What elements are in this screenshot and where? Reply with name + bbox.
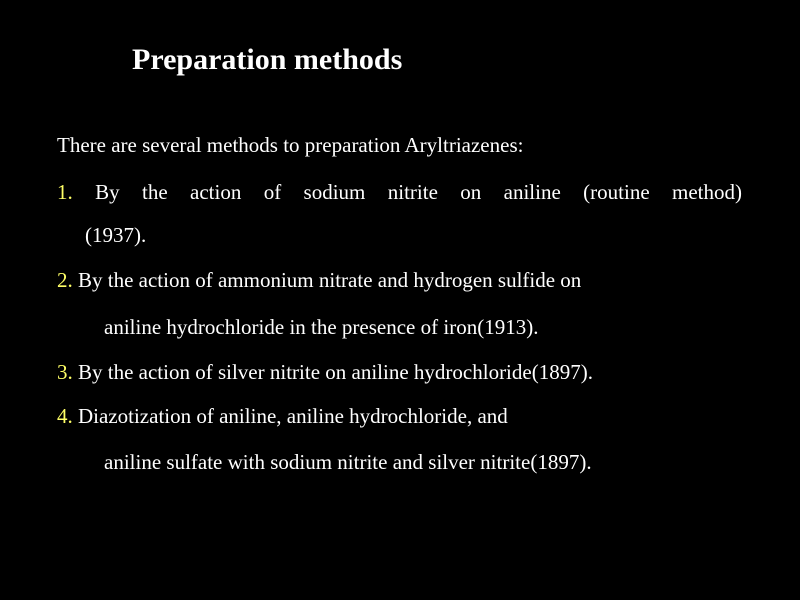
list-number-4: 4. <box>57 404 73 428</box>
intro-text: There are several methods to preparation Aryltriazenes: <box>57 133 524 157</box>
list-item-2-text: By the action of ammonium nitrate and hydrogen sulfide on <box>72 268 582 292</box>
list-number-3: 3. <box>57 360 73 384</box>
list-item-2 <box>57 266 581 294</box>
list-number-1: 1. <box>57 180 73 204</box>
list-item-4 <box>57 402 508 430</box>
list-number-2: 2. <box>57 268 73 292</box>
list-item-2-continuation: aniline hydrochloride in the presence of iron(1913). <box>104 315 539 339</box>
list-item-1 <box>57 178 742 206</box>
list-item-3-text: By the action of silver nitrite on aniline hydrochloride(1897). <box>72 360 593 384</box>
list-item-4-text: Diazotization of aniline, aniline hydrochloride, and <box>72 404 508 428</box>
list-item-1-text: By the action of sodium nitrite on aniline (routine method) <box>72 180 742 204</box>
list-item-4-continuation: aniline sulfate with sodium nitrite and silver nitrite(1897). <box>104 450 592 474</box>
list-item-3 <box>57 358 593 386</box>
list-item-1-continuation: (1937). <box>85 223 147 247</box>
slide-title: Preparation methods <box>132 43 403 76</box>
